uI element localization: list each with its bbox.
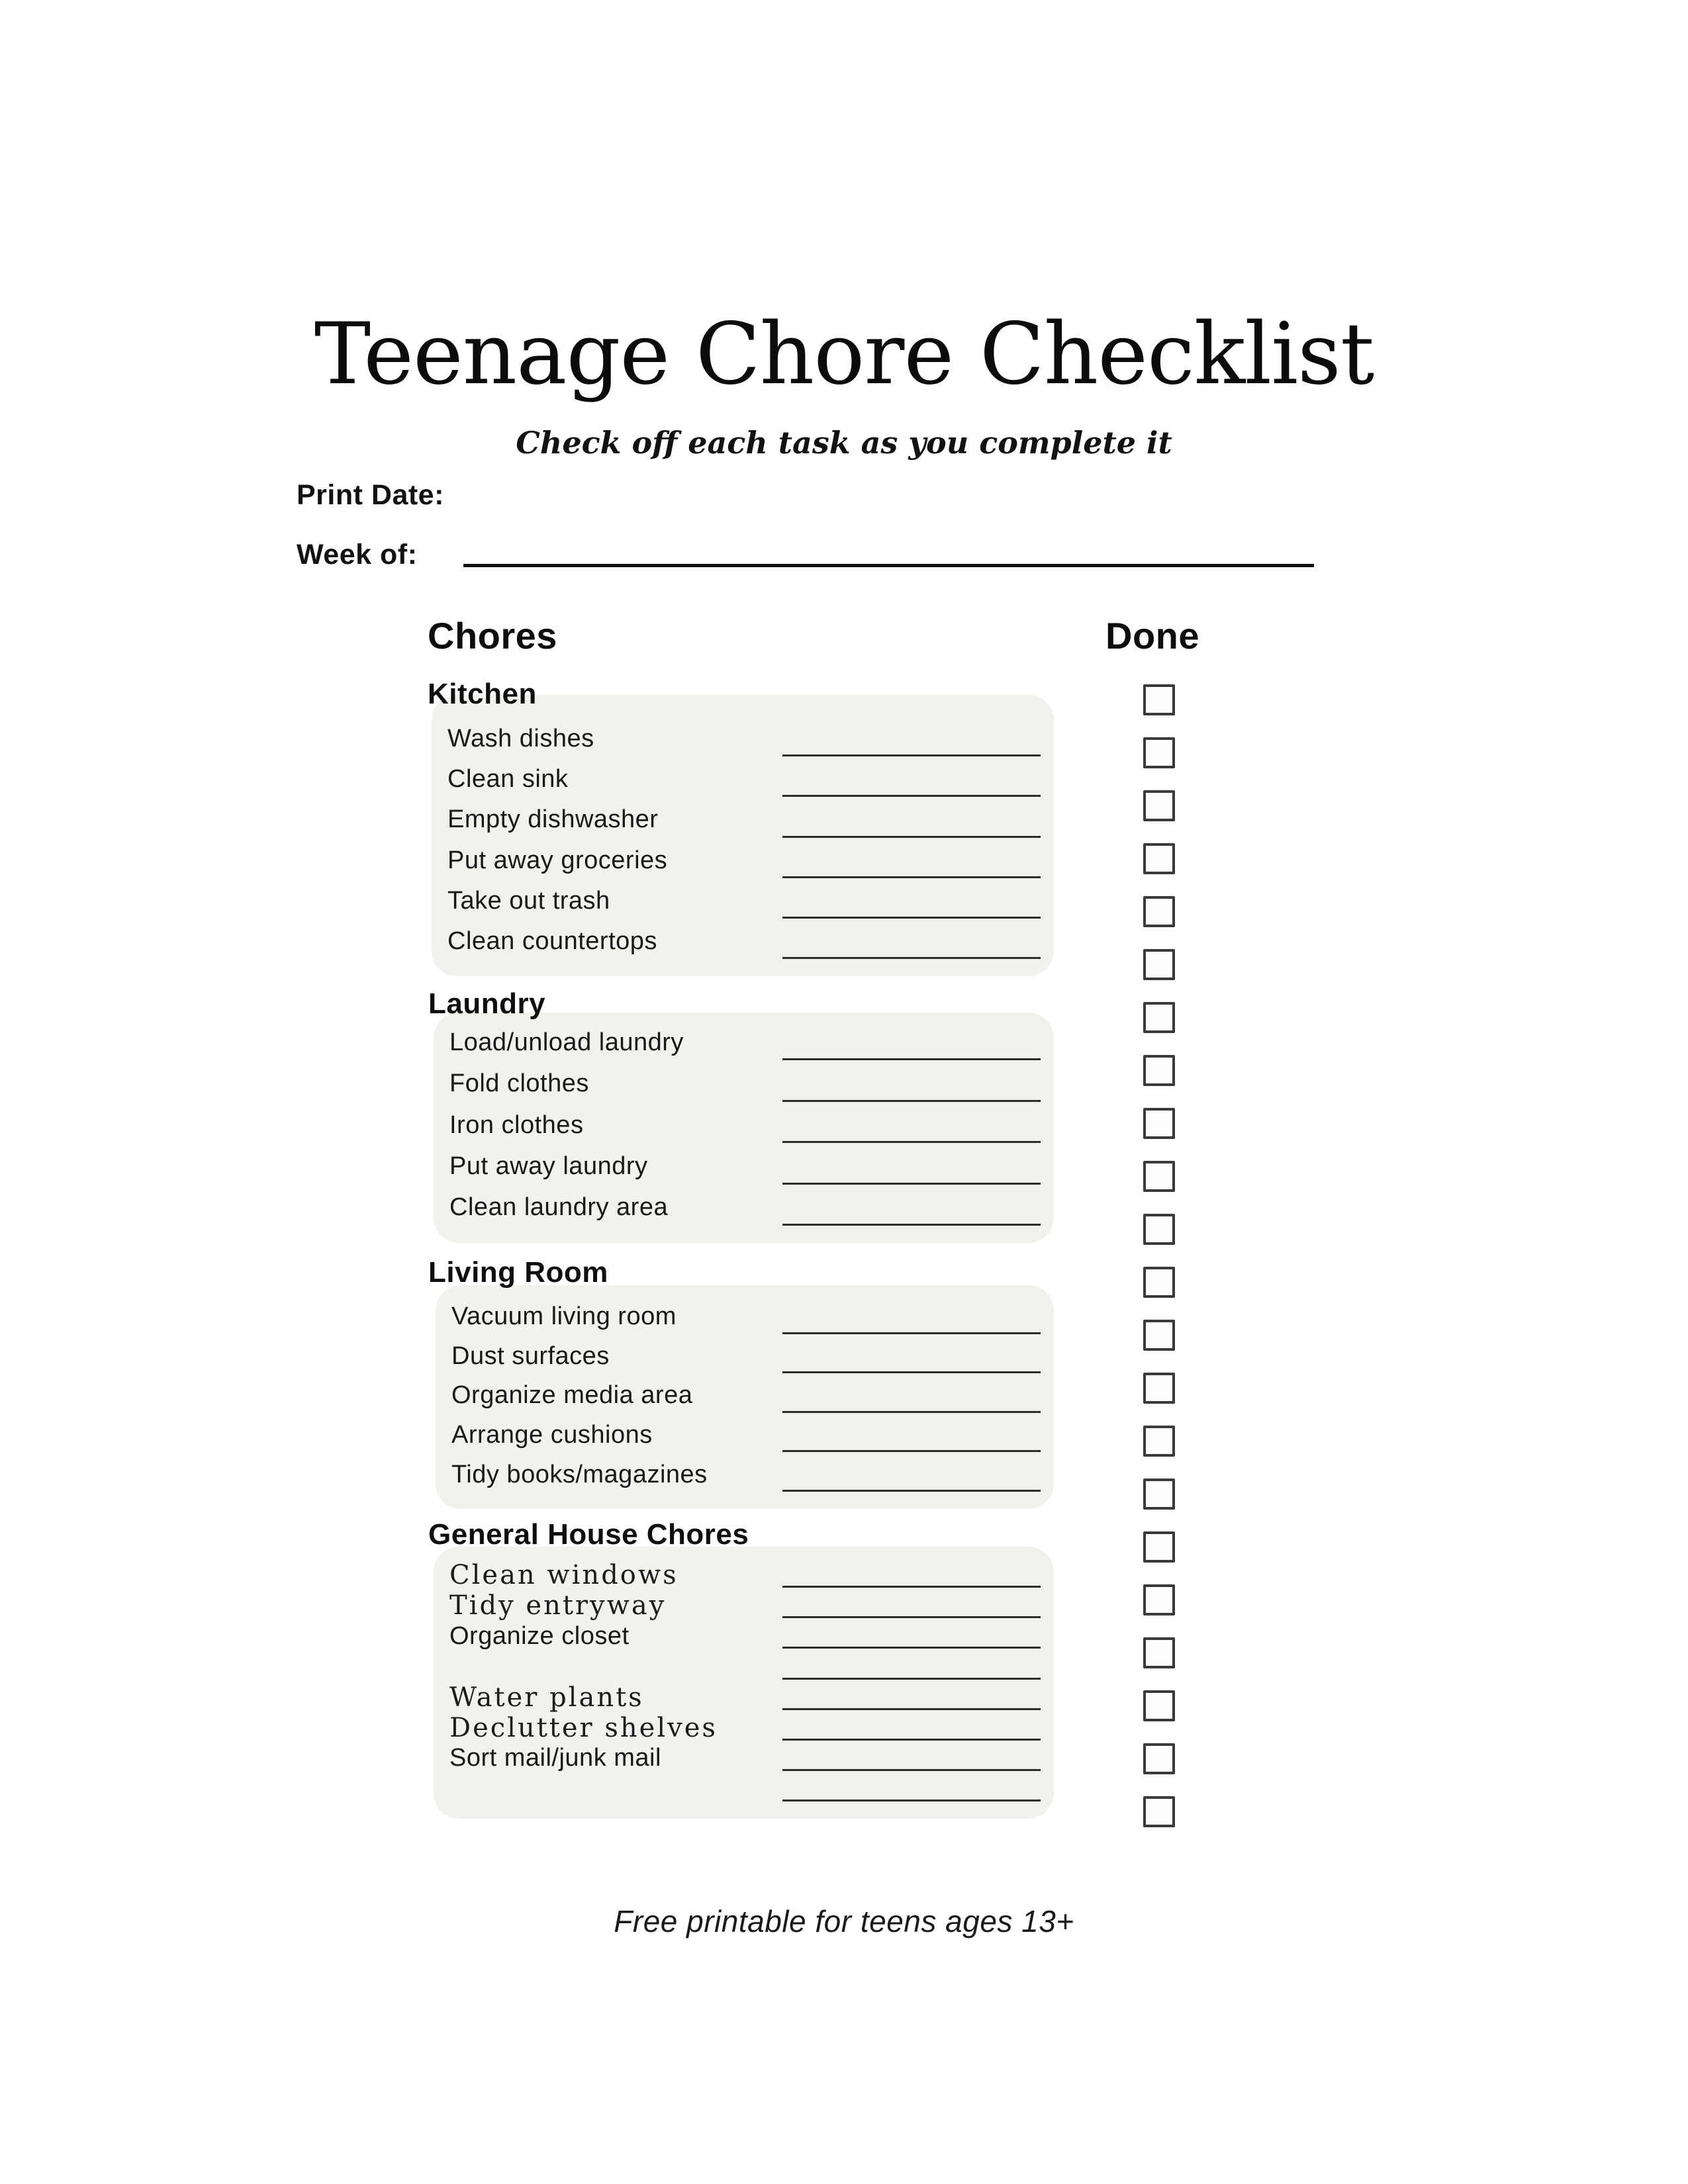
done-checkbox[interactable] (1143, 790, 1175, 821)
done-checkbox[interactable] (1143, 1214, 1175, 1245)
chore-label: Wash dishes (447, 725, 594, 753)
chore-write-line (782, 1647, 1041, 1649)
done-checkbox[interactable] (1143, 1267, 1175, 1298)
chore-label: Take out trash (447, 886, 610, 915)
chore-row (451, 1416, 1041, 1455)
done-checkbox[interactable] (1143, 896, 1175, 927)
chore-label: Declutter shelves (449, 1712, 718, 1743)
section-card-living-room (436, 1285, 1054, 1509)
section-label-kitchen: Kitchen (428, 678, 537, 710)
section-card-general-house-chores (434, 1547, 1054, 1819)
chore-label: Organize media area (451, 1381, 693, 1410)
chore-label: Organize closet (449, 1621, 630, 1650)
chore-row (449, 1560, 1041, 1590)
chore-row (449, 1105, 1041, 1146)
print-date-label: Print Date: (297, 479, 444, 511)
chore-label: Arrange cushions (451, 1421, 653, 1449)
chore-row (449, 1146, 1041, 1187)
chore-write-line (782, 1490, 1041, 1492)
chore-write-line (782, 1450, 1041, 1452)
chore-write-line (782, 957, 1041, 959)
chore-write-line (782, 1799, 1041, 1801)
done-checkbox[interactable] (1143, 1690, 1175, 1721)
page-title: Teenage Chore Checklist (314, 305, 1374, 404)
done-checkbox[interactable] (1143, 1373, 1175, 1404)
chore-write-line (782, 1616, 1041, 1618)
chore-write-line (782, 1183, 1041, 1185)
week-of-line (463, 564, 1314, 567)
done-checkbox[interactable] (1143, 1161, 1175, 1192)
chore-write-line (782, 1141, 1041, 1143)
chore-write-line (782, 754, 1041, 756)
chore-label: Clean laundry area (449, 1193, 669, 1222)
section-label-laundry: Laundry (428, 987, 546, 1020)
done-checkbox[interactable] (1143, 1796, 1175, 1827)
chore-row (449, 1187, 1041, 1228)
chore-label: Sort mail/junk mail (449, 1744, 661, 1772)
chore-row (451, 1455, 1041, 1494)
chore-row (449, 1682, 1041, 1713)
done-column-header: Done (1105, 615, 1199, 657)
done-checkbox[interactable] (1143, 1743, 1175, 1774)
chore-row (447, 719, 1041, 759)
chore-label: Put away groceries (447, 846, 668, 874)
chore-label: Iron clothes (449, 1111, 584, 1139)
chore-label: Clean windows (449, 1560, 679, 1591)
chore-label: Empty dishwasher (447, 805, 659, 834)
chore-write-line (782, 876, 1041, 878)
chore-label: Dust surfaces (451, 1342, 610, 1370)
chore-write-line (782, 1586, 1041, 1588)
chore-row (451, 1297, 1041, 1337)
chore-row (449, 1022, 1041, 1063)
section-label-living-room: Living Room (428, 1256, 608, 1289)
section-card-kitchen (432, 695, 1054, 976)
chore-write-line (782, 1371, 1041, 1373)
chore-label: Tidy books/magazines (451, 1460, 708, 1488)
chore-row (447, 921, 1041, 962)
chore-write-line (782, 1058, 1041, 1060)
chore-write-line (782, 1224, 1041, 1226)
chore-label: Clean countertops (447, 927, 657, 955)
chore-row (449, 1743, 1041, 1774)
chore-row (449, 1590, 1041, 1621)
done-checkbox[interactable] (1143, 737, 1175, 768)
chore-label: Vacuum living room (451, 1302, 677, 1331)
done-checkbox[interactable] (1143, 843, 1175, 874)
chore-row (451, 1337, 1041, 1377)
chore-row (449, 1713, 1041, 1743)
chore-write-line (782, 836, 1041, 838)
done-checkbox[interactable] (1143, 1584, 1175, 1615)
done-checkbox[interactable] (1143, 1320, 1175, 1351)
done-checkbox[interactable] (1143, 1479, 1175, 1510)
chore-label: Clean sink (447, 765, 569, 794)
chore-row (451, 1376, 1041, 1416)
chore-write-line (782, 1411, 1041, 1413)
week-of-label: Week of: (297, 539, 418, 570)
done-checkbox[interactable] (1143, 1002, 1175, 1033)
chore-label: Water plants (449, 1682, 644, 1713)
done-checkbox[interactable] (1143, 1531, 1175, 1563)
section-card-laundry (434, 1013, 1054, 1243)
chore-row (447, 759, 1041, 799)
done-checkbox[interactable] (1143, 1108, 1175, 1139)
done-checkbox[interactable] (1143, 1426, 1175, 1457)
chore-row (449, 1621, 1041, 1651)
chore-write-line (782, 1769, 1041, 1771)
chore-write-line (782, 1100, 1041, 1102)
chore-row (449, 1651, 1041, 1682)
chore-row (449, 1774, 1041, 1804)
chores-column-header: Chores (428, 615, 557, 657)
chore-label: Load/unload laundry (449, 1028, 684, 1056)
page-subtitle: Check off each task as you complete it (516, 425, 1172, 461)
done-checkbox[interactable] (1143, 1637, 1175, 1668)
done-checkbox[interactable] (1143, 949, 1175, 980)
chore-write-line (782, 1332, 1041, 1334)
chore-row (447, 799, 1041, 840)
chore-label: Tidy entryway (449, 1590, 667, 1621)
chore-write-line (782, 1739, 1041, 1741)
done-checkbox[interactable] (1143, 684, 1175, 715)
done-checkbox[interactable] (1143, 1055, 1175, 1086)
chore-label: Put away laundry (449, 1152, 648, 1180)
chore-label: Fold clothes (449, 1069, 589, 1098)
chore-write-line (782, 795, 1041, 797)
footer-note: Free printable for teens ages 13+ (614, 1904, 1074, 1938)
section-label-general-house-chores: General House Chores (428, 1518, 749, 1551)
chore-row (449, 1063, 1041, 1104)
chore-write-line (782, 1708, 1041, 1710)
chore-write-line (782, 917, 1041, 919)
chore-row (447, 881, 1041, 921)
chore-row (447, 841, 1041, 881)
chore-write-line (782, 1678, 1041, 1680)
